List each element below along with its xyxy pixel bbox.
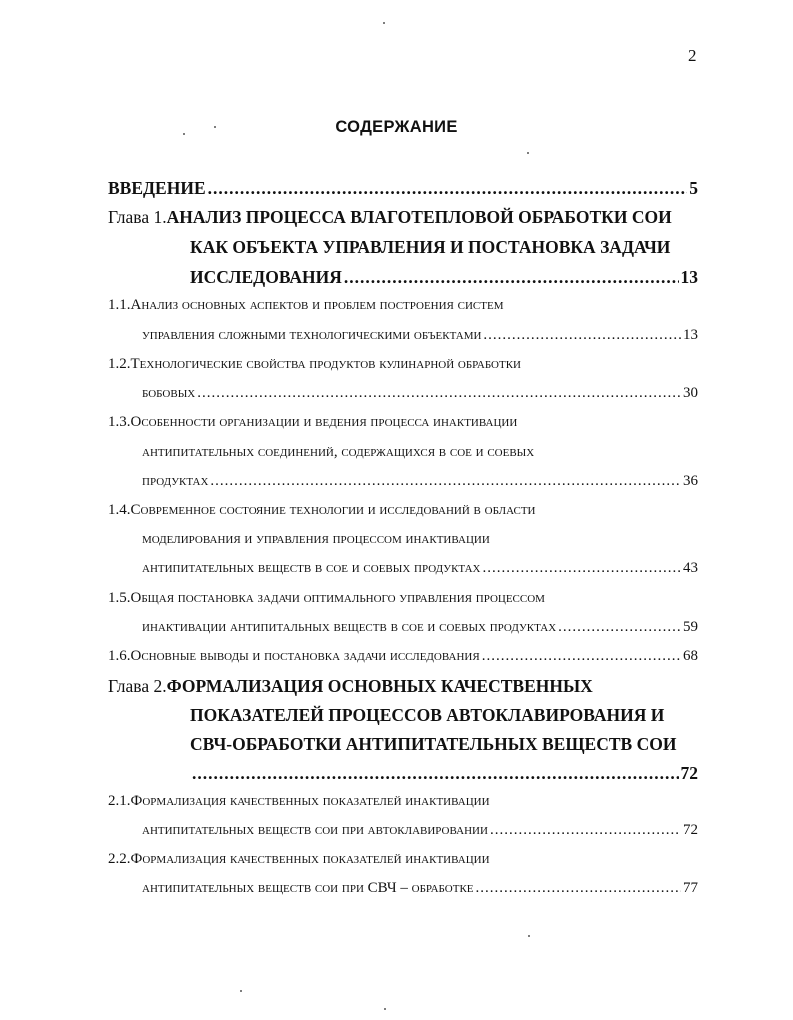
scan-speck xyxy=(183,133,185,135)
section-line xyxy=(108,297,503,314)
section-title-line: антипитательных веществ сои при СВЧ – обработке xyxy=(142,880,474,896)
chapter-heading-line xyxy=(108,676,593,697)
scan-speck xyxy=(527,152,529,154)
scan-speck xyxy=(528,935,530,937)
section-line xyxy=(142,473,698,490)
section-number: 1.3. xyxy=(108,414,131,430)
toc-page-number: 77 xyxy=(683,880,698,896)
chapter-heading-line xyxy=(108,207,672,228)
leader-dots xyxy=(210,473,681,490)
section-title-line: Современное состояние технологии и исследований в области xyxy=(130,502,536,518)
section-line xyxy=(142,619,698,636)
scan-speck xyxy=(383,22,385,24)
section-line xyxy=(142,880,698,897)
chapter-title-line-2: КАК ОБЪЕКТА УПРАВЛЕНИЯ И ПОСТАНОВКА ЗАДАЧИ xyxy=(190,237,671,257)
leader-dots xyxy=(558,619,681,636)
scan-speck xyxy=(384,1008,386,1010)
section-title-line: антипитательных веществ сои при автоклавировании xyxy=(142,822,488,838)
section-line xyxy=(108,590,545,607)
section-line xyxy=(108,851,490,868)
chapter-title-line-3: СВЧ-ОБРАБОТКИ АНТИПИТАТЕЛЬНЫХ ВЕЩЕСТВ СОИ xyxy=(190,734,677,754)
toc-page-number: 30 xyxy=(683,385,698,401)
section-title-line: Анализ основных аспектов и проблем построения систем xyxy=(130,297,504,313)
section-title-line: Формализация качественных показателей инактивации xyxy=(130,793,490,809)
chapter-title-line-2: ПОКАЗАТЕЛЕЙ ПРОЦЕССОВ АВТОКЛАВИРОВАНИЯ И xyxy=(190,705,665,725)
section-line xyxy=(142,822,698,839)
toc-page-number: 72 xyxy=(680,763,698,783)
toc-page-number: 59 xyxy=(683,619,698,635)
section-title-line: Особенности организации и ведения процесса инактивации xyxy=(130,414,518,430)
section-title-line: Технологические свойства продуктов кулинарной обработки xyxy=(130,356,521,372)
section-number: 1.5. xyxy=(108,590,131,606)
chapter-title-line-1: ФОРМАЛИЗАЦИЯ ОСНОВНЫХ КАЧЕСТВЕННЫХ xyxy=(166,676,593,696)
section-number: 2.1. xyxy=(108,793,131,809)
chapter-title-line-3: ИССЛЕДОВАНИЯ xyxy=(190,267,342,287)
section-line xyxy=(108,648,698,665)
leader-dots xyxy=(482,648,681,665)
chapter-heading-line xyxy=(190,734,676,755)
section-number: 1.2. xyxy=(108,356,131,372)
section-line xyxy=(142,385,698,402)
section-line xyxy=(108,356,521,373)
toc-page-number: 36 xyxy=(683,473,698,489)
section-title-line: инактивации антипитальных веществ в сое и соевых продуктах xyxy=(142,619,557,635)
chapter-heading-line xyxy=(190,267,698,288)
section-number: 1.4. xyxy=(108,502,131,518)
leader-dots xyxy=(192,763,679,784)
leader-dots xyxy=(490,822,681,839)
chapter-label: Глава 2. xyxy=(108,676,167,696)
toc-page-number: 72 xyxy=(683,822,698,838)
toc-page-number: 13 xyxy=(683,327,698,343)
leader-dots xyxy=(208,178,688,199)
chapter-heading-line xyxy=(190,705,664,726)
toc-page-number: 68 xyxy=(683,648,698,664)
section-line xyxy=(142,444,534,461)
toc-page-number: 13 xyxy=(680,267,698,287)
section-title-line: Формализация качественных показателей инактивации xyxy=(130,851,490,867)
chapter-heading-line xyxy=(190,763,698,784)
leader-dots xyxy=(476,880,681,897)
section-title-line: продуктах xyxy=(142,473,209,489)
toc-page-number: 5 xyxy=(689,178,698,198)
section-number: 1.6. xyxy=(108,648,131,664)
section-line xyxy=(142,560,698,577)
section-title-line: антипитательных соединений, содержащихся в сое и соевых xyxy=(142,444,535,460)
section-line xyxy=(108,414,517,431)
section-number: 1.1. xyxy=(108,297,131,313)
chapter-label: Глава 1. xyxy=(108,207,167,227)
section-title-line: моделирования и управления процессом инактивации xyxy=(142,531,490,547)
section-number: 2.2. xyxy=(108,851,131,867)
scan-speck xyxy=(240,990,242,992)
scan-speck xyxy=(214,126,216,128)
section-line xyxy=(108,793,490,810)
section-title-line: управления сложными технологическими объектами xyxy=(142,327,482,343)
section-line xyxy=(108,502,536,519)
leader-dots xyxy=(482,560,681,577)
toc-entry-introduction[interactable] xyxy=(108,178,698,199)
leader-dots xyxy=(344,267,679,288)
page-title: СОДЕРЖАНИЕ xyxy=(335,118,458,136)
toc-page-number: 43 xyxy=(683,560,698,576)
chapter-title-line-1: АНАЛИЗ ПРОЦЕССА ВЛАГОТЕПЛОВОЙ ОБРАБОТКИ СОИ xyxy=(166,207,672,227)
section-title-line: Общая постановка задачи оптимального управления процессом xyxy=(130,590,545,606)
section-line xyxy=(142,531,490,548)
leader-dots xyxy=(483,327,681,344)
toc-entry-title: ВВЕДЕНИЕ xyxy=(108,178,206,198)
leader-dots xyxy=(197,385,681,402)
section-title-line: антипитательных веществ в сое и соевых продуктах xyxy=(142,560,481,576)
section-line xyxy=(142,327,698,344)
section-title-line: Основные выводы и постановка задачи исследования xyxy=(130,648,480,664)
page-number: 2 xyxy=(688,46,697,65)
chapter-heading-line xyxy=(190,237,670,258)
section-title-line: бобовых xyxy=(142,385,196,401)
